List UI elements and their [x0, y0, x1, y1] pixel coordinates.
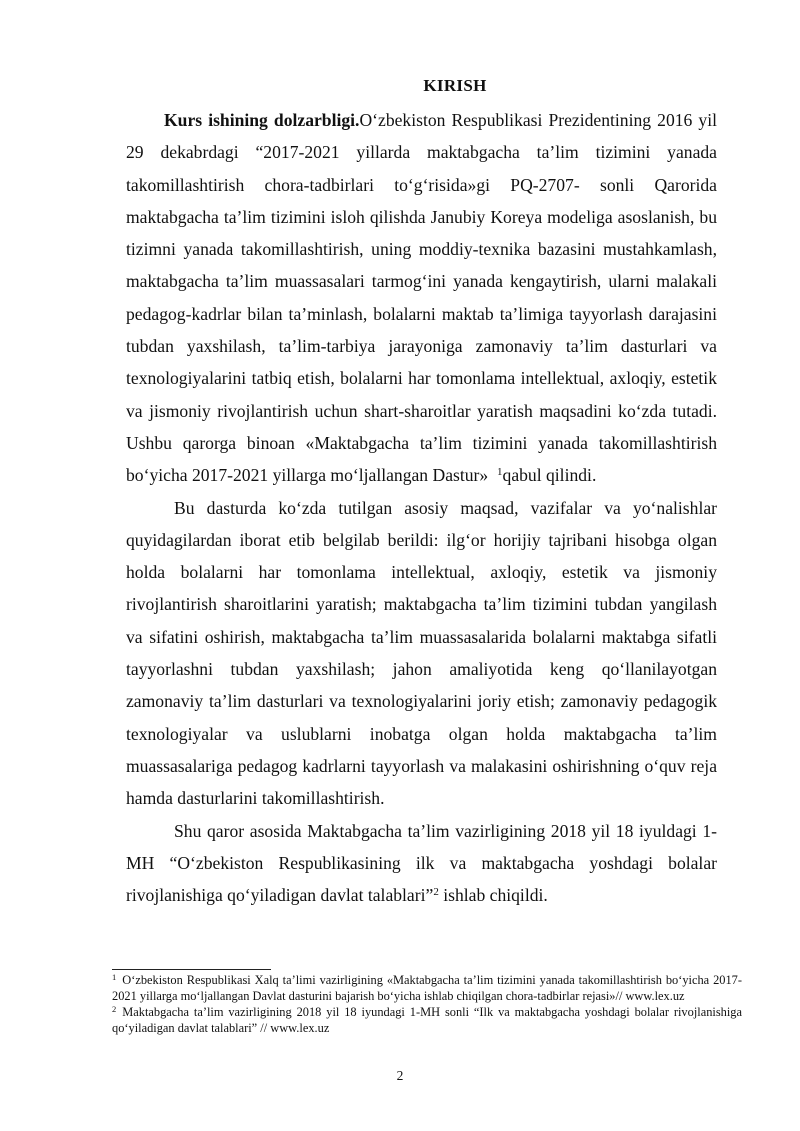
footnote-text-1: O‘zbekiston Respublikasi Xalq ta’limi vazirligining «Maktabgacha ta’lim tizimini yanada takomillashtirish bo‘yicha 2017-2021 yillarga mo‘ljallangan Davlat dasturini bajarish bo‘yicha ishlab chiqilgan chora-tadbirlar rejasi»// www.lex.uz: [112, 973, 742, 1003]
paragraph-3: [126, 815, 717, 912]
footnote-1: [112, 973, 742, 1004]
page-number: 2: [396, 1068, 404, 1083]
footnote-text-2: Maktabgacha ta’lim vazirligining 2018 yil 18 iyundagi 1-MH sonli “Ilk va maktabgacha yoshdagi bolalar rivojlanishiga qo‘yiladigan davlat talablari” // www.lex.uz: [112, 1005, 742, 1035]
paragraph-1-text: O‘zbekiston Respublikasi Prezidentining 2016 yil 29 dekabrdagi “2017-2021 yillarda maktabgacha ta’lim tizimini yanada takomillashtirish chora-tadbirlari to‘g‘risida»gi PQ-2707- sonli Qarorida maktabgacha ta’lim tizimini isloh qilishda Janubiy Koreya modeliga asoslanish, bu tizimni yanada takomillashtirish, uning moddiy-texnika bazasini mustahkamlash, maktabgacha ta’lim muassasalari tarmog‘ini yanada kengaytirish, ularni malakali pedagog-kadrlar bilan ta’minlash, bolalarni maktab ta’limiga tayyorlash darajasini tubdan yaxshilash, ta’lim-tarbiya jarayoniga zamonaviy ta’lim dasturlari va texnologiyalarini tatbiq etish, bolalarni har tomonlama intellektual, axloqiy, estetik va jismoniy rivojlantirish uchun shart-sharoitlar yaratish maqsadini ko‘zda tutadi. Ushbu qarorga binoan «Maktabgacha ta’lim tizimini yanada takomillashtirish bo‘yicha 2017-2021 yillarga mo‘ljallangan Dastur»: [126, 110, 717, 486]
paragraph-3-text: Shu qaror asosida Maktabgacha ta’lim vazirligining 2018 yil 18 iyuldagi 1-MH “O‘zbekiston Respublikasining ilk va maktabgacha yoshdagi bolalar rivojlanishiga qo‘yiladigan davlat talablari”: [126, 820, 717, 906]
footnote-separator: [112, 969, 271, 970]
paragraph-3-tail: ishlab chiqildi.: [438, 885, 548, 906]
footnote-ref-2: 2: [433, 886, 439, 899]
paragraph-lead: Kurs ishining dolzarbligi.: [164, 110, 360, 130]
footnote-mark-2: 2: [112, 1004, 117, 1014]
footnotes: [112, 973, 742, 1037]
body-text: [126, 104, 717, 911]
paragraph-2: Bu dasturda ko‘zda tutilgan asosiy maqsad, vazifalar va yo‘nalishlar quyidagilardan iborat etib belgilab berildi: ilg‘or horijiy tajribani hisobga olgan holda bolalarni har tomonlama intellektual, axloqiy, estetik va jismoniy rivojlantirish sharoitlarini yaratish; maktabgacha ta’lim tizimini tubdan yangilash va sifatini oshirish, maktabgacha ta’lim muassasalarida bolalarni maktabga sifatli tayyorlashni tubdan yaxshilash; jahon amaliyotida keng qo‘llanilayotgan zamonaviy ta’lim dasturlari va texnologiyalarini joriy etish; zamonaviy pedagogik texnologiyalar va uslublarni inobatga olgan holda maktabgacha ta’lim muassasalariga pedagog kadrlarni tayyorlash va malakasini oshirishning o‘quv reja hamda dasturlarini takomillashtirish.: [126, 497, 717, 809]
paragraph-1-tail: qabul qilindi.: [502, 465, 597, 486]
section-heading: KIRISH: [423, 76, 487, 95]
footnote-2: [112, 1005, 742, 1036]
paragraph-1: [126, 104, 717, 492]
footnote-mark-1: 1: [112, 972, 117, 982]
footnote-ref-1: 1: [497, 466, 503, 479]
